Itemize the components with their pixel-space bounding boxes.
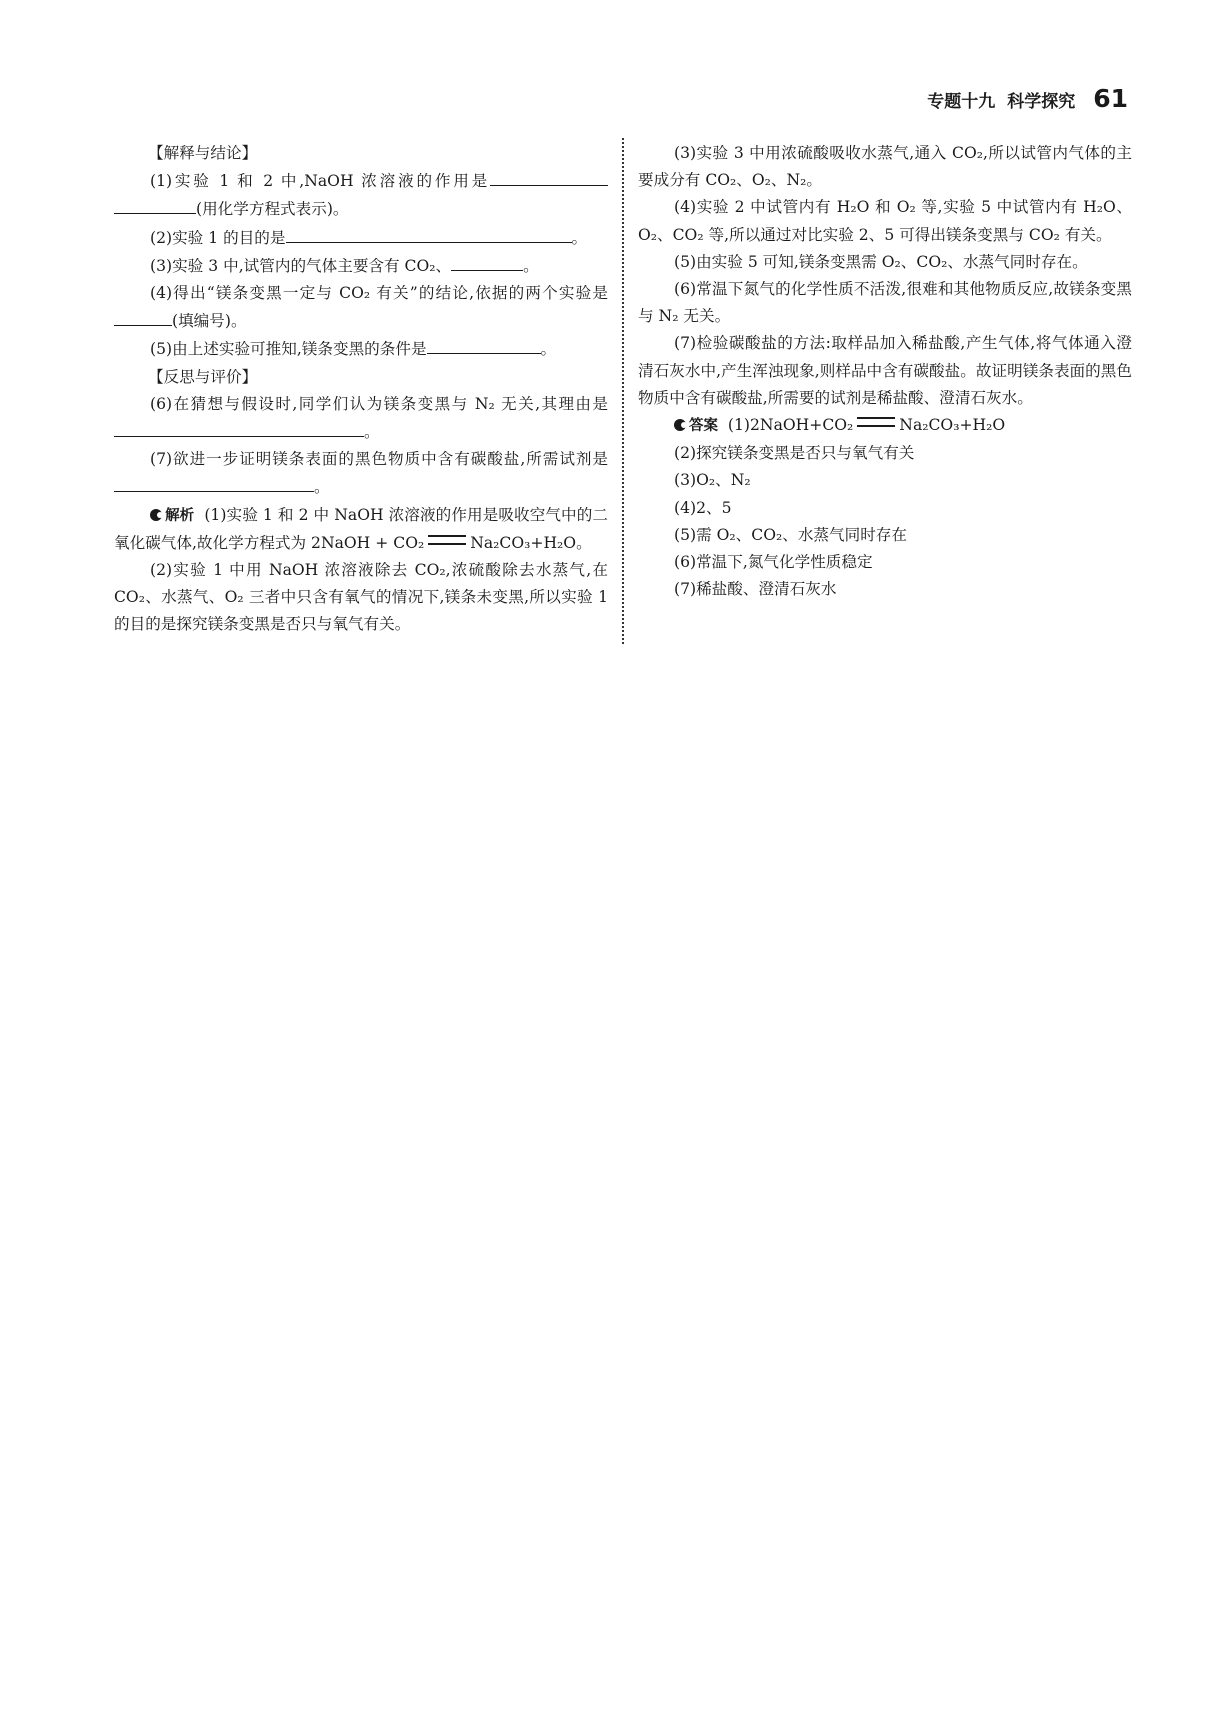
analysis-1 <box>114 502 608 557</box>
question-3-text: (3)实验 3 中,试管内的气体主要含有 CO₂、 <box>150 256 452 275</box>
analysis-2: (2)实验 1 中用 NaOH 浓溶液除去 CO₂,浓硫酸除去水蒸气,在 CO₂、水蒸气、O₂ 三者中只含有氧气的情况下,镁条未变黑,所以实验 1 的目的是探究镁条变黑是否只与氧气有关。 <box>114 561 608 634</box>
answer-1-text: (1)2NaOH+CO₂ <box>727 416 854 435</box>
left-column <box>114 140 608 639</box>
analysis-label: 解析 <box>165 507 195 524</box>
answer-blank-7[interactable] <box>114 473 314 492</box>
period: 。 <box>571 228 588 247</box>
equation-equals-sign <box>428 535 466 545</box>
answer-blank-4[interactable] <box>114 307 172 326</box>
question-4-text: (4)得出“镁条变黑一定与 CO₂ 有关”的结论,依据的两个实验是 <box>150 284 608 303</box>
period: 。 <box>364 423 380 442</box>
question-1-text: (1)实验 1 和 2 中,NaOH 浓溶液的作用是 <box>150 172 490 191</box>
answer-blank-3[interactable] <box>451 252 523 271</box>
section-heading-reflection: 【反思与评价】 <box>148 367 258 386</box>
analysis-5: (5)由实验 5 可知,镁条变黑需 O₂、CO₂、水蒸气同时存在。 <box>674 252 1088 271</box>
analysis-marker-icon <box>150 509 162 521</box>
equation-equals-sign <box>857 417 895 427</box>
answer-6: (6)常温下,氮气化学性质稳定 <box>674 553 873 572</box>
answer-5: (5)需 O₂、CO₂、水蒸气同时存在 <box>674 525 907 544</box>
question-2 <box>114 224 608 252</box>
answer-2: (2)探究镁条变黑是否只与氧气有关 <box>674 444 915 463</box>
answer-blank-1b[interactable] <box>114 195 196 214</box>
question-4-suffix: (填编号)。 <box>172 312 247 331</box>
topic-title: 科学探究 <box>1007 92 1076 112</box>
question-1 <box>114 167 608 223</box>
answer-blank-6[interactable] <box>114 418 364 437</box>
answer-blank-5[interactable] <box>427 335 541 354</box>
answer-label: 答案 <box>689 418 718 435</box>
answer-3: (3)O₂、N₂ <box>674 471 751 490</box>
question-3 <box>114 252 608 280</box>
question-1-suffix: (用化学方程式表示)。 <box>196 200 349 219</box>
answer-1 <box>638 412 1132 440</box>
question-5-text: (5)由上述实验可推知,镁条变黑的条件是 <box>150 340 427 359</box>
analysis-1-text: (1)实验 1 和 2 中 NaOH 浓溶液的作用是吸收空气中的二氧化碳气体,故化学方程式为 2NaOH + CO₂ <box>114 505 609 552</box>
analysis-3: (3)实验 3 中用浓硫酸吸收水蒸气,通入 CO₂,所以试管内气体的主要成分有 CO₂、O₂、N₂。 <box>638 144 1132 190</box>
page-number: 61 <box>1093 84 1128 113</box>
analysis-6: (6)常温下氮气的化学性质不活泼,很难和其他物质反应,故镁条变黑与 N₂ 无关。 <box>638 280 1132 326</box>
question-7-text: (7)欲进一步证明镁条表面的黑色物质中含有碳酸盐,所需试剂是 <box>150 450 608 469</box>
answer-7: (7)稀盐酸、澄清石灰水 <box>674 580 837 599</box>
column-divider <box>622 138 624 644</box>
question-7 <box>114 446 608 501</box>
section-heading-interpretation: 【解释与结论】 <box>148 144 258 162</box>
question-5 <box>114 335 608 363</box>
question-4 <box>114 280 608 335</box>
answer-4: (4)2、5 <box>674 498 732 517</box>
answer-blank-2[interactable] <box>286 224 572 243</box>
answer-blank-1a[interactable] <box>490 167 608 186</box>
question-6 <box>114 391 608 446</box>
analysis-1-product: Na₂CO₃+H₂O。 <box>470 533 592 552</box>
question-2-text: (2)实验 1 的目的是 <box>150 228 286 247</box>
answer-1-product: Na₂CO₃+H₂O <box>899 416 1006 435</box>
analysis-7: (7)检验碳酸盐的方法:取样品加入稀盐酸,产生气体,将气体通入澄清石灰水中,产生浑浊现象,则样品中含有碳酸盐。故证明镁条表面的黑色物质中含有碳酸盐,所需要的试剂是稀盐酸、澄清石灰水。 <box>638 334 1132 407</box>
period: 。 <box>314 478 330 497</box>
page-header <box>927 84 1128 113</box>
analysis-4: (4)实验 2 中试管内有 H₂O 和 O₂ 等,实验 5 中试管内有 H₂O、O₂、CO₂ 等,所以通过对比实验 2、5 可得出镁条变黑与 CO₂ 有关。 <box>638 198 1132 244</box>
topic-label: 专题十九 <box>927 92 996 112</box>
period: 。 <box>523 256 539 275</box>
right-column <box>638 140 1132 603</box>
period: 。 <box>540 340 557 359</box>
answer-marker-icon <box>674 419 686 431</box>
question-6-text: (6)在猜想与假设时,同学们认为镁条变黑与 N₂ 无关,其理由是 <box>150 394 608 413</box>
